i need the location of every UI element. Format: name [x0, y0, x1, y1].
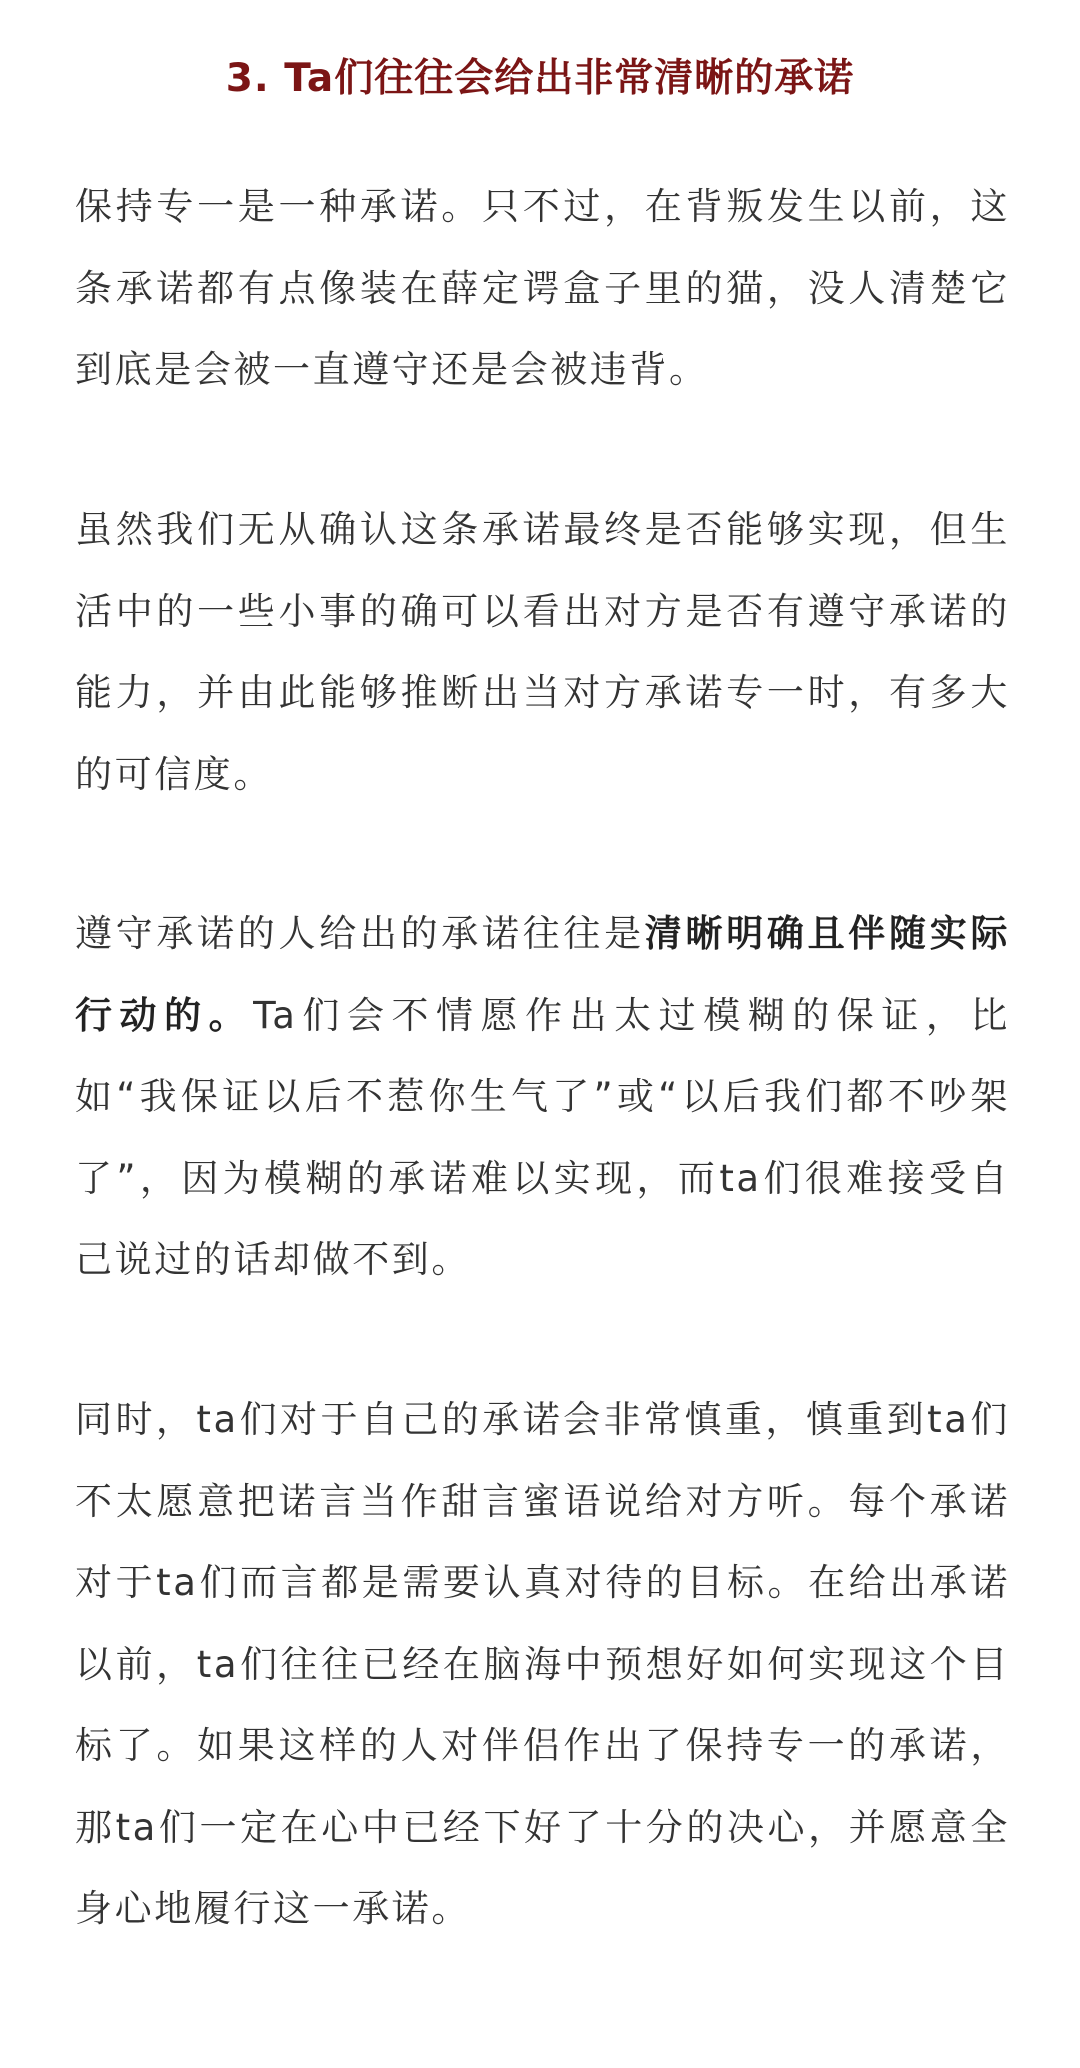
section-title: 3. Ta们往往会给出非常清晰的承诺	[225, 56, 855, 102]
paragraph-1: 保持专一是一种承诺。只不过，在背叛发生以前，这条承诺都有点像装在薛定谔盒子里的猫，没人清楚它到底是会被一直遵守还是会被违背。	[75, 185, 1010, 391]
paragraph-3-rest: Ta们会不情愿作出太过模糊的保证，比如“我保证以后不惹你生气了”或“以后我们都不吵架了”，因为模糊的承诺难以实现，而ta们很难接受自己说过的话却做不到。	[75, 993, 1011, 1281]
paragraph-4: 同时，ta们对于自己的承诺会非常慎重，慎重到ta们不太愿意把诺言当作甜言蜜语说给对方听。每个承诺对于ta们而言都是需要认真对待的目标。在给出承诺以前，ta们往往已经在脑海中预想好如何实现这个目标了。如果这样的人对伴侣作出了保持专一的承诺，那ta们一定在心中已经下好了十分的决心，并愿意全身心地履行这一承诺。	[75, 1398, 1010, 1930]
paragraph-2: 虽然我们无从确认这条承诺最终是否能够实现，但生活中的一些小事的确可以看出对方是否有遵守承诺的能力，并由此能够推断出当对方承诺专一时，有多大的可信度。	[75, 508, 1010, 796]
paragraph-3-emphasis: 清晰明确且伴随实际行动的。	[75, 912, 1010, 1037]
paragraph-3	[75, 893, 1010, 1301]
paragraph-3-lead: 遵守承诺的人给出的承诺往往是	[75, 912, 645, 955]
